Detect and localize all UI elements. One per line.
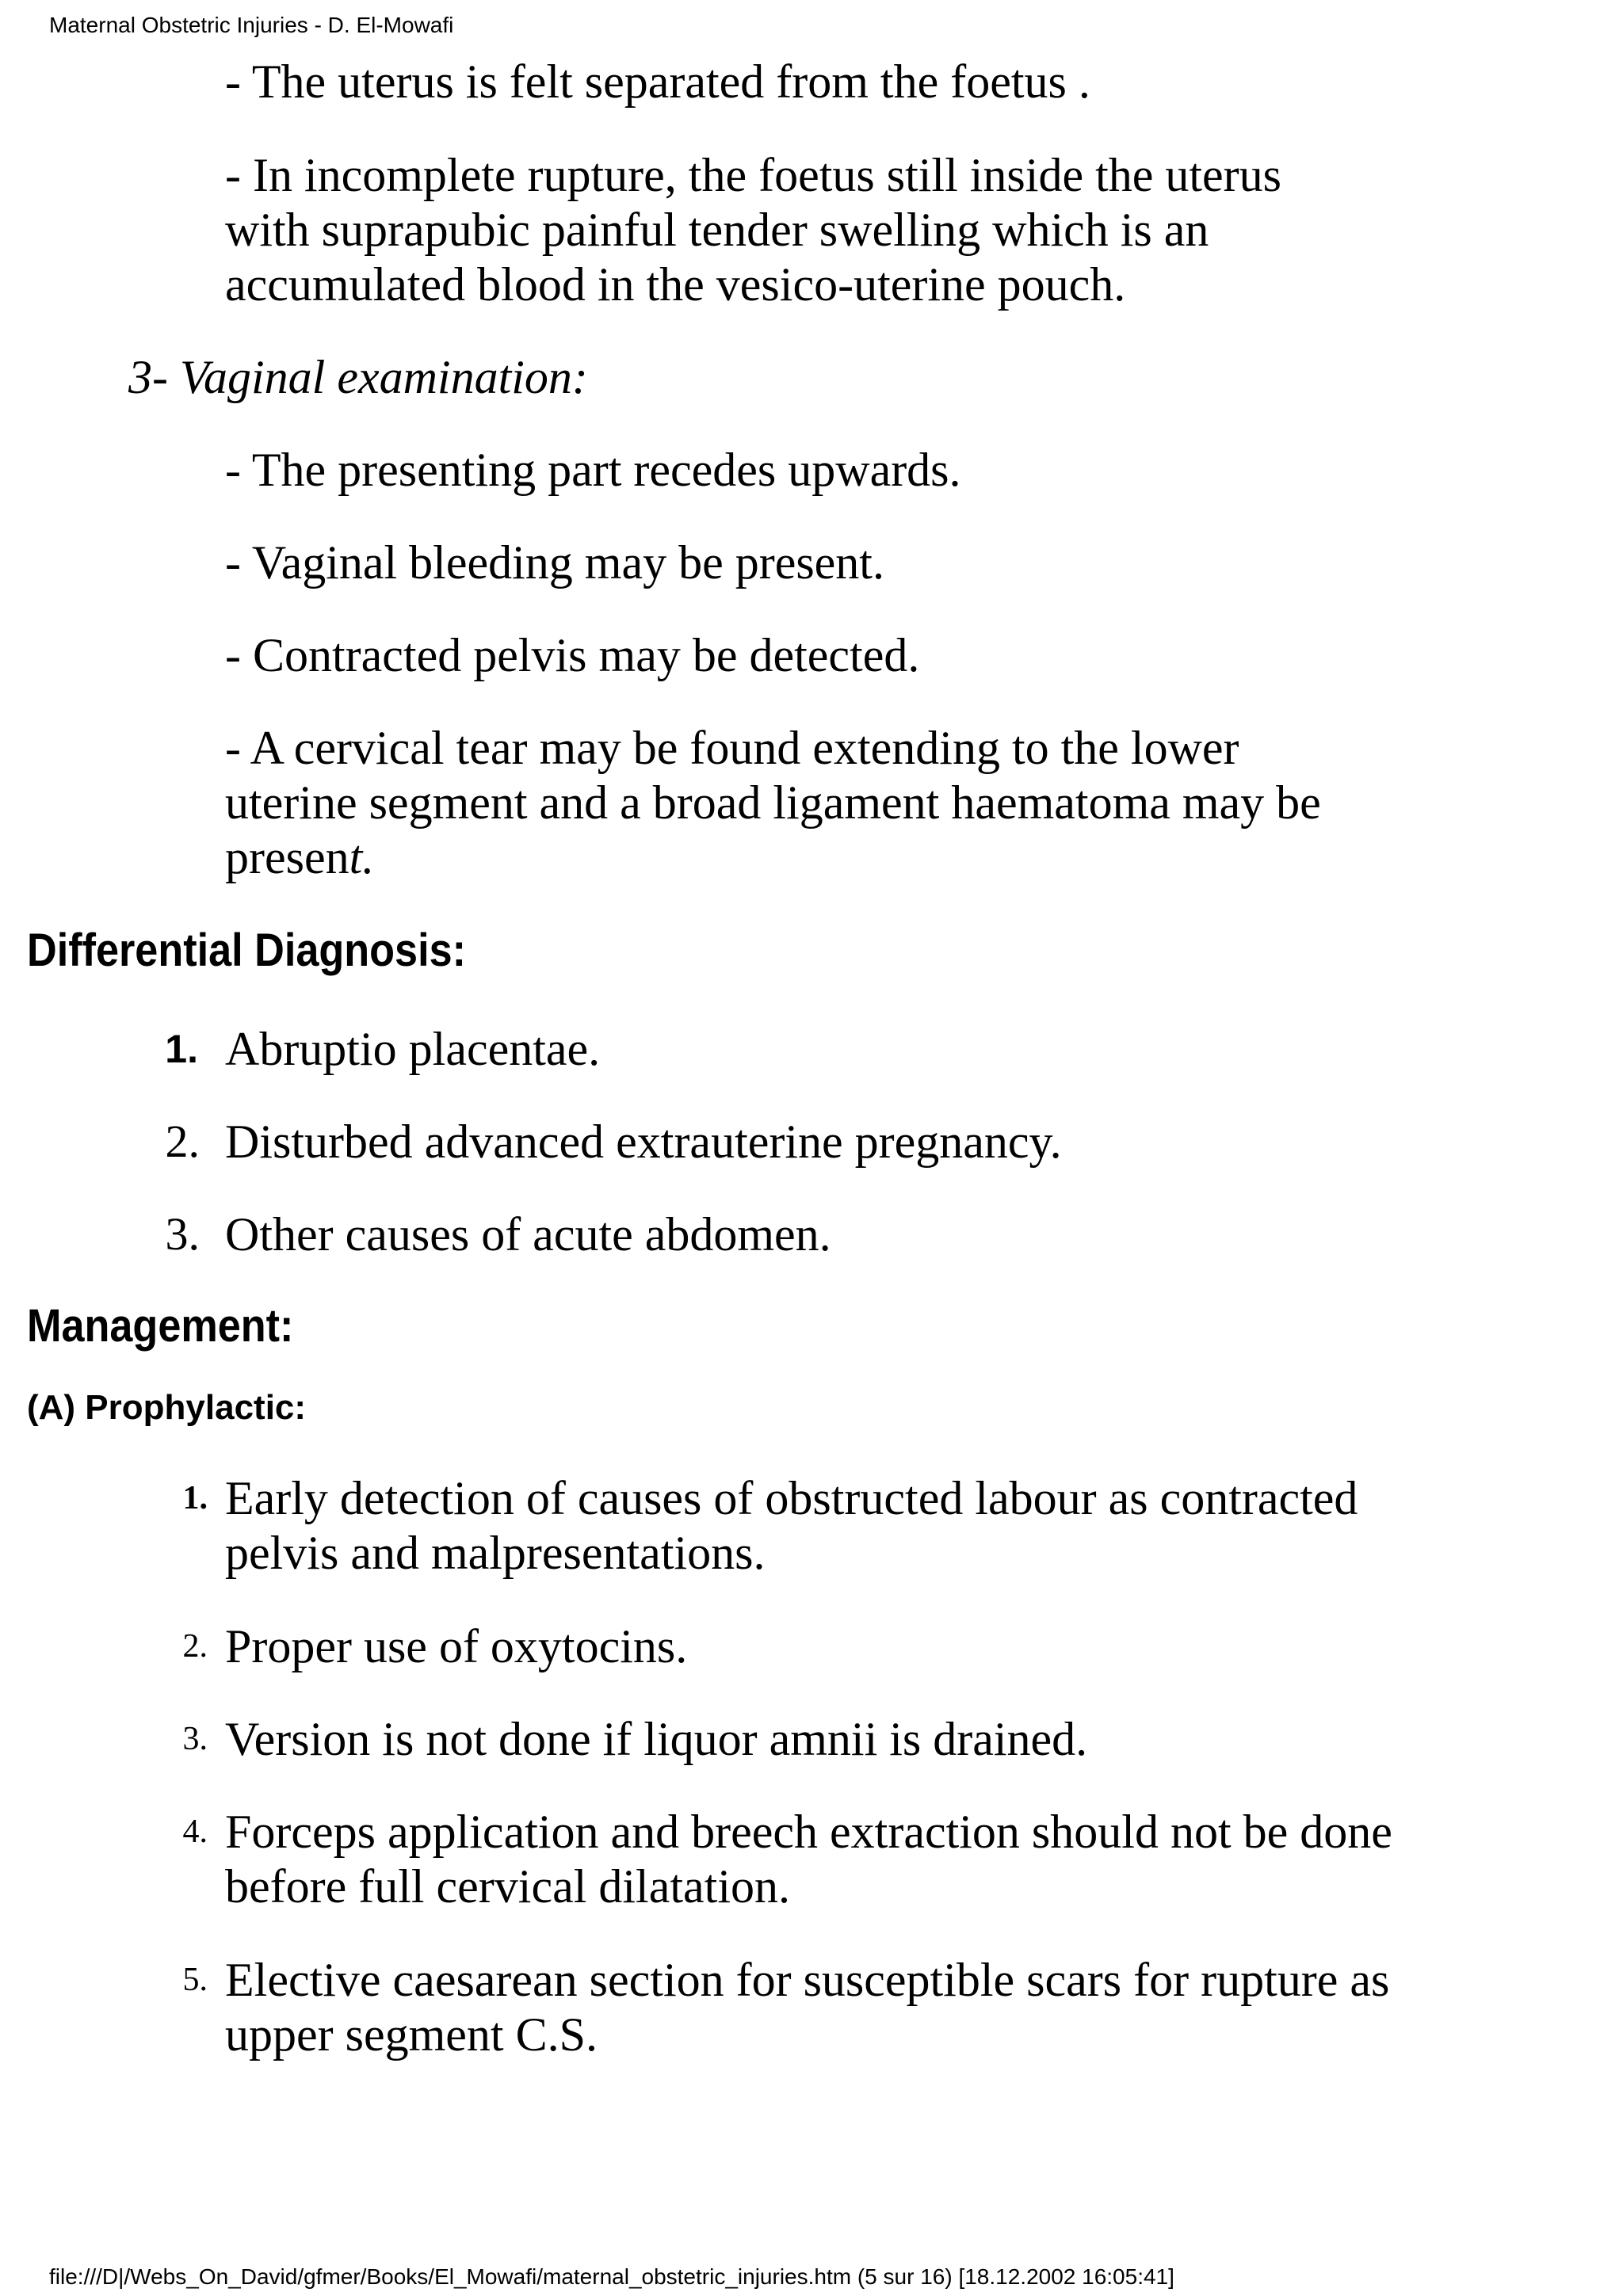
management-item-oxytocins: Proper use of oxytocins. bbox=[225, 1620, 688, 1672]
management-item-caesarean-line2: upper segment C.S. bbox=[225, 2008, 598, 2061]
management-item-number: 1. bbox=[182, 1480, 208, 1516]
management-item-caesarean-line1: Elective caesarean section for susceptible scars for rupture as bbox=[225, 1954, 1390, 2006]
vaginal-item-contracted-pelvis: - Contracted pelvis may be detected. bbox=[225, 629, 920, 681]
management-heading: Management: bbox=[27, 1300, 294, 1352]
management-item-number: 5. bbox=[182, 1962, 208, 1998]
vaginal-item-cervical-tear-line3: present. bbox=[225, 831, 375, 883]
management-item-early-detection-line2: pelvis and malpresentations. bbox=[225, 1527, 766, 1579]
page-footer-url: file:///D|/Webs_On_David/gfmer/Books/El_Mowafi/maternal_obstetric_injuries.htm (5 sur 16) [18.12.2002 16:05:41] bbox=[49, 2264, 1174, 2289]
vaginal-examination-heading: 3- Vaginal examination: bbox=[128, 351, 588, 403]
differential-item-number: 1. bbox=[165, 1027, 198, 1071]
paragraph-incomplete-rupture-line1: - In incomplete rupture, the foetus still inside the uterus bbox=[225, 149, 1282, 201]
differential-item-abruptio: Abruptio placentae. bbox=[225, 1023, 601, 1075]
vaginal-item-bleeding: - Vaginal bleeding may be present. bbox=[225, 536, 884, 589]
vaginal-item-cervical-tear-line2: uterine segment and a broad ligament haematoma may be bbox=[225, 776, 1321, 829]
management-item-forceps-line1: Forceps application and breech extraction should not be done bbox=[225, 1806, 1392, 1858]
differential-item-number: 2. bbox=[165, 1116, 200, 1167]
vaginal-item-cervical-tear-line1: - A cervical tear may be found extending to the lower bbox=[225, 722, 1239, 774]
differential-diagnosis-heading: Differential Diagnosis: bbox=[27, 925, 466, 976]
differential-item-acute-abdomen: Other causes of acute abdomen. bbox=[225, 1208, 831, 1261]
paragraph-incomplete-rupture-line3: accumulated blood in the vesico-uterine pouch. bbox=[225, 258, 1126, 311]
page-header-title: Maternal Obstetric Injuries - D. El-Mowafi bbox=[49, 13, 454, 37]
management-item-version: Version is not done if liquor amnii is drained. bbox=[225, 1713, 1088, 1765]
management-item-number: 3. bbox=[182, 1721, 208, 1757]
management-item-number: 4. bbox=[182, 1814, 208, 1850]
management-item-early-detection-line1: Early detection of causes of obstructed labour as contracted bbox=[225, 1472, 1358, 1524]
paragraph-uterus-separated: - The uterus is felt separated from the foetus . bbox=[225, 55, 1090, 108]
vaginal-item-presenting-part: - The presenting part recedes upwards. bbox=[225, 444, 961, 496]
differential-item-number: 3. bbox=[165, 1208, 200, 1260]
management-item-forceps-line2: before full cervical dilatation. bbox=[225, 1860, 790, 1913]
paragraph-incomplete-rupture-line2: with suprapubic painful tender swelling which is an bbox=[225, 204, 1209, 256]
prophylactic-subheading: (A) Prophylactic: bbox=[27, 1388, 307, 1427]
differential-item-extrauterine: Disturbed advanced extrauterine pregnancy. bbox=[225, 1116, 1062, 1168]
management-item-number: 2. bbox=[182, 1628, 208, 1665]
